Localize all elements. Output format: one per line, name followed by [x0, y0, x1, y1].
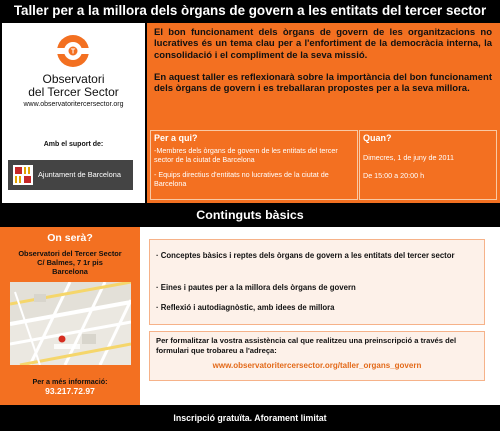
section-title: Continguts bàsics [0, 205, 500, 225]
event-time: De 15:00 a 20:00 h [363, 171, 425, 180]
info-label: Per a més informació: [32, 377, 108, 386]
registration-text: Per formalitzar la vostra assistència cal que realitzeu una preinscripció a través del formulari que trobareu a l'adreça: [156, 336, 457, 355]
event-date: Dimecres, 1 de juny de 2011 [363, 153, 454, 162]
location-map[interactable] [10, 282, 131, 365]
barcelona-emblem-icon [13, 165, 33, 185]
sponsor-name: Ajuntament de Barcelona [38, 170, 121, 179]
intro-paragraph: En aquest taller es reflexionarà sobre la importància del bon funcionament dels òrgans de govern i es treballaran propostes per a la seva millora. [154, 71, 492, 95]
location-panel [0, 227, 140, 405]
when-box [359, 130, 497, 200]
page-title: Taller per a la millora dels òrgans de govern a les entitats del tercer sector [0, 0, 500, 22]
footer-note: Inscripció gratuïta. Aforament limitat [0, 406, 500, 431]
intro-text [154, 27, 492, 94]
intro-panel [147, 23, 500, 203]
audience-title: Per a qui? [154, 133, 198, 143]
support-label: Amb el suport de: [43, 141, 104, 148]
list-item: · Conceptes bàsics i reptes dels òrgans de govern a les entitats del tercer sector [156, 251, 455, 260]
address: Observatori del Tercer Sector C/ Balmes, 7 1r pis Barcelona [18, 249, 122, 276]
phone-number[interactable]: 93.217.72.97 [45, 386, 95, 396]
intro-paragraph: El bon funcionament dels òrgans de govern de les organitzacions no lucratives és un tema clau per a l'enfortiment de la democràcia interna, la consolidació i el compliment de la seva missió. [154, 27, 492, 61]
location-title: On serà? [47, 232, 93, 244]
list-item: · Eines i pautes per a la millora dels òrgans de govern [156, 283, 356, 292]
logo-panel [2, 23, 145, 203]
audience-item: -Membres dels òrgans de govern de les entitats del tercer sector de la ciutat de Barcelona [154, 146, 338, 164]
svg-text:T: T [70, 48, 76, 56]
contents-list [149, 239, 485, 325]
logo-name: Observatori del Tercer Sector [28, 72, 119, 99]
logo-url[interactable]: www.observatoritercersector.org [23, 101, 124, 108]
ots-logo-icon [54, 33, 92, 69]
contents-panel [140, 227, 500, 405]
list-item: · Reflexió i autodiagnòstic, amb idees de millora [156, 303, 335, 312]
registration-link[interactable]: www.observatoritercersector.org/taller_organs_govern [212, 361, 422, 370]
sponsor-logo [8, 160, 133, 190]
when-title: Quan? [363, 133, 392, 143]
audience-item: - Equips directius d'entitats no lucratives de la ciutat de Barcelona [154, 170, 329, 188]
registration-box [149, 331, 485, 381]
audience-box [150, 130, 358, 200]
